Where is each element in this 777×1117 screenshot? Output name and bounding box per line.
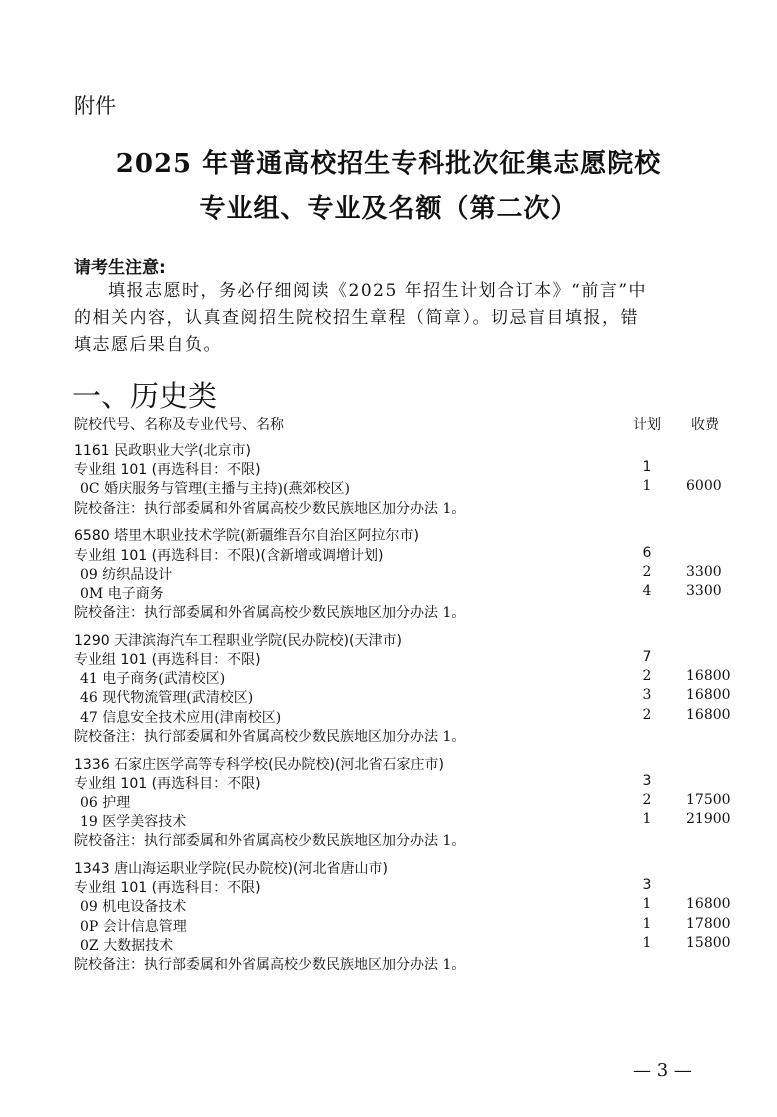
document-title-line2: 专业组、专业及名额（第二次） [199,194,578,224]
school-note [74,726,465,746]
group-plan: 3 [642,877,652,894]
school-note-text: 执行部委属和外省属高校少数民族地区加分办法 1。 [144,957,466,973]
school-note-label: 院校备注： [74,728,144,745]
group-row [74,649,724,668]
major-fee: 17800 [686,915,731,932]
major-row [74,915,731,935]
group-plan: 1 [642,459,652,476]
school-row [74,525,724,544]
notice-line-1: 填报志愿时，务必仔细阅读《2025 年招生计划合订本》“前言”中 [108,281,648,301]
school-row [74,858,724,877]
school-note-row [74,726,724,745]
notice-heading: 请考生注意: [74,258,166,278]
school-name: 6580 塔里木职业技术学院(新疆维吾尔自治区阿拉尔市) [74,528,420,545]
major-plan: 1 [642,915,652,932]
school-name: 1336 石家庄医学高等专科学校(民办院校)(河北省石家庄市) [74,756,444,773]
major-name: 0Z 大数据技术 [80,937,174,954]
school-note-label: 院校备注： [74,833,144,850]
major-fee: 16800 [686,896,731,913]
major-row [74,687,731,707]
group-name: 专业组 101 (再选科目：不限) [74,775,261,792]
school-name: 1161 民政职业大学(北京市) [74,443,252,459]
school-note-row [74,498,724,517]
school-note-row [74,830,724,849]
header-name: 院校代号、名称及专业代号、名称 [74,417,284,433]
school-name: 1290 天津滨海汽车工程职业学院(民办院校)(天津市) [74,632,402,649]
major-plan: 1 [642,478,652,495]
school-row [74,630,724,649]
group-name: 专业组 101 (再选科目：不限) [74,652,261,668]
major-fee: 3300 [686,582,722,599]
major-name: 47 信息安全技术应用(津南校区) [80,709,282,726]
major-row [74,811,731,831]
school-note [74,830,465,850]
major-fee: 15800 [686,934,731,951]
school-note [74,602,465,622]
major-name: 41 电子商务(武清校区) [80,671,226,688]
school-note-text: 执行部委属和外省属高校少数民族地区加分办法 1。 [144,728,466,745]
notice-line-3: 填志愿后果自负。 [74,335,222,355]
school-note [74,498,465,518]
major-plan: 1 [642,811,652,828]
major-name: 19 医学美容技术 [80,814,187,831]
major-name: 46 现代物流管理(武清校区) [80,690,254,707]
major-fee: 16800 [686,668,731,685]
major-row [74,934,731,954]
major-fee: 17500 [686,791,731,808]
school-note-label: 院校备注： [74,500,144,517]
notice-line-2: 的相关内容，认真查阅招生院校招生章程（简章）。切忌盲目填报，错 [74,308,639,328]
school-note-text: 执行部委属和外省属高校少数民族地区加分办法 1。 [144,500,466,517]
school-note-text: 执行部委属和外省属高校少数民族地区加分办法 1。 [144,605,466,622]
school-name: 1343 唐山海运职业学院(民办院校)(河北省唐山市) [74,861,388,877]
school-row [74,440,724,459]
group-plan: 3 [642,772,652,789]
major-plan: 3 [642,687,652,704]
major-row [74,668,731,688]
attachment-label: 附件 [74,94,116,118]
major-plan: 2 [642,563,652,580]
major-plan: 1 [642,896,652,913]
school-row [74,754,724,773]
group-row [74,545,724,564]
major-plan: 2 [642,706,652,723]
group-row [74,877,724,896]
school-note-label: 院校备注： [74,605,144,622]
major-plan: 1 [642,934,652,951]
major-row [74,706,731,726]
major-fee: 16800 [686,706,731,723]
school-note-label: 院校备注： [74,957,144,973]
major-row [74,583,724,602]
table-header [74,414,724,433]
major-row [74,564,724,583]
major-name: 0M 电子商务 [80,585,164,602]
major-name: 06 护理 [80,794,131,811]
major-fee: 6000 [686,478,722,495]
document-title-line1: 2025 年普通高校招生专科批次征集志愿院校 [115,149,662,179]
school-note-text: 执行部委属和外省属高校少数民族地区加分办法 1。 [144,833,466,850]
major-name: 09 机电设备技术 [80,899,187,916]
major-fee: 16800 [686,687,731,704]
major-name: 09 纺织品设计 [80,566,173,583]
major-name: 0C 婚庆服务与管理(主播与主持)(燕郊校区) [80,481,350,498]
major-name: 0P 会计信息管理 [80,918,187,935]
group-name: 专业组 101 (再选科目：不限) [74,462,261,479]
school-note [74,954,465,974]
major-fee: 3300 [686,563,722,580]
major-row [74,478,724,497]
group-plan: 6 [642,544,652,561]
major-row [74,791,731,811]
school-note-row [74,954,724,973]
school-note-row [74,602,724,621]
major-fee: 21900 [686,811,731,828]
major-plan: 2 [642,791,652,808]
major-row [74,896,731,916]
major-plan: 4 [642,582,652,599]
group-row [74,459,724,478]
group-name: 专业组 101 (再选科目：不限) [74,880,261,897]
section-title: 一、历史类 [72,379,218,413]
group-row [74,773,724,792]
header-plan: 计划 [633,417,661,433]
group-name: 专业组 101 (再选科目：不限)(含新增或调增计划) [74,547,384,564]
header-fee: 收费 [691,417,719,433]
page-number: — 3 — [633,1060,692,1081]
group-plan: 7 [642,649,652,665]
major-plan: 2 [642,668,652,685]
